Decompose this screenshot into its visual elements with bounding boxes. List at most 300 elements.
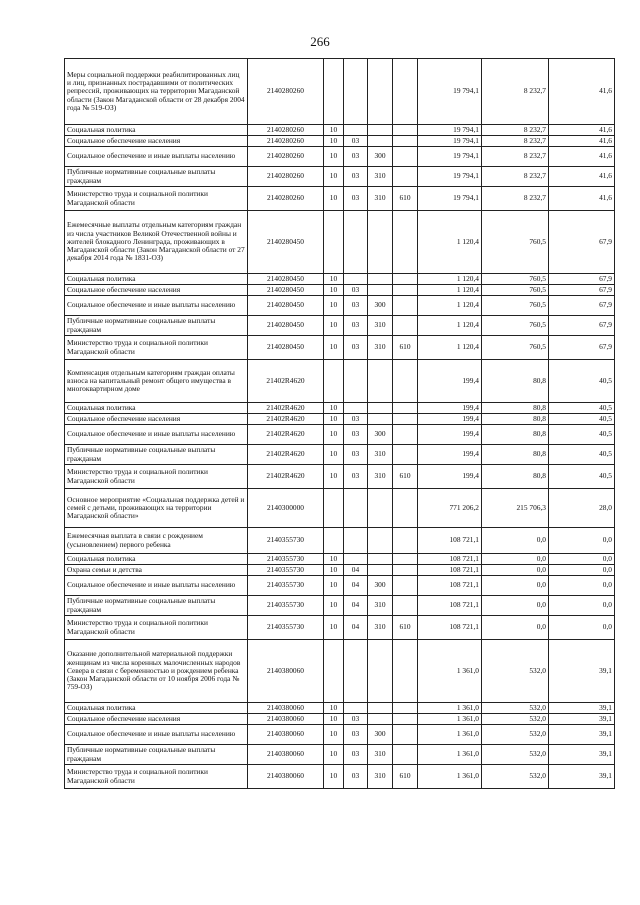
table-row — [65, 316, 615, 336]
percent-cell: 39,1 — [549, 703, 615, 714]
percent-cell: 67,9 — [549, 316, 615, 336]
administrator-cell — [393, 596, 418, 616]
expense-type-cell — [368, 703, 393, 714]
subsection-cell — [344, 640, 368, 703]
administrator-cell — [393, 576, 418, 596]
executed-amount-cell: 215 706,3 — [482, 489, 549, 528]
executed-amount-cell: 8 232,7 — [482, 59, 549, 125]
administrator-cell — [393, 316, 418, 336]
plan-amount-cell: 108 721,1 — [418, 616, 482, 640]
administrator-cell — [393, 714, 418, 725]
row-name-cell: Социальное обеспечение населения — [65, 714, 248, 725]
executed-amount-cell: 0,0 — [482, 565, 549, 576]
row-name-cell: Социальная политика — [65, 703, 248, 714]
target-code-cell: 2140380060 — [248, 745, 324, 765]
percent-cell: 0,0 — [549, 528, 615, 554]
administrator-cell — [393, 285, 418, 296]
plan-amount-cell: 199,4 — [418, 403, 482, 414]
expense-type-cell: 300 — [368, 425, 393, 445]
administrator-cell — [393, 528, 418, 554]
executed-amount-cell: 532,0 — [482, 725, 549, 745]
row-name-cell: Социальное обеспечение и иные выплаты населению — [65, 296, 248, 316]
subsection-cell — [344, 703, 368, 714]
administrator-cell: 610 — [393, 765, 418, 789]
plan-amount-cell: 108 721,1 — [418, 554, 482, 565]
table-row — [65, 360, 615, 403]
target-code-cell: 2140280260 — [248, 147, 324, 167]
section-cell: 10 — [324, 703, 344, 714]
section-cell: 10 — [324, 745, 344, 765]
percent-cell: 41,6 — [549, 147, 615, 167]
plan-amount-cell: 19 794,1 — [418, 167, 482, 187]
subsection-cell: 03 — [344, 296, 368, 316]
plan-amount-cell: 199,4 — [418, 414, 482, 425]
section-cell — [324, 360, 344, 403]
executed-amount-cell: 532,0 — [482, 640, 549, 703]
executed-amount-cell: 760,5 — [482, 316, 549, 336]
expense-type-cell: 310 — [368, 316, 393, 336]
plan-amount-cell: 199,4 — [418, 465, 482, 489]
administrator-cell: 610 — [393, 187, 418, 211]
executed-amount-cell: 532,0 — [482, 745, 549, 765]
executed-amount-cell: 0,0 — [482, 576, 549, 596]
section-cell: 10 — [324, 465, 344, 489]
administrator-cell: 610 — [393, 336, 418, 360]
target-code-cell: 2140280260 — [248, 59, 324, 125]
target-code-cell: 21402R4620 — [248, 445, 324, 465]
section-cell: 10 — [324, 765, 344, 789]
executed-amount-cell: 8 232,7 — [482, 187, 549, 211]
table-row — [65, 414, 615, 425]
percent-cell: 41,6 — [549, 167, 615, 187]
subsection-cell: 03 — [344, 316, 368, 336]
subsection-cell — [344, 125, 368, 136]
target-code-cell: 2140355730 — [248, 596, 324, 616]
section-cell: 10 — [324, 403, 344, 414]
target-code-cell: 2140355730 — [248, 616, 324, 640]
plan-amount-cell: 1 361,0 — [418, 640, 482, 703]
expense-type-cell: 300 — [368, 296, 393, 316]
executed-amount-cell: 80,8 — [482, 445, 549, 465]
target-code-cell: 2140280450 — [248, 285, 324, 296]
administrator-cell — [393, 296, 418, 316]
percent-cell: 39,1 — [549, 640, 615, 703]
percent-cell: 0,0 — [549, 596, 615, 616]
expense-type-cell — [368, 565, 393, 576]
executed-amount-cell: 532,0 — [482, 765, 549, 789]
executed-amount-cell: 760,5 — [482, 274, 549, 285]
table-row — [65, 596, 615, 616]
expense-type-cell: 300 — [368, 576, 393, 596]
percent-cell: 41,6 — [549, 136, 615, 147]
table-row — [65, 725, 615, 745]
section-cell: 10 — [324, 167, 344, 187]
target-code-cell: 21402R4620 — [248, 403, 324, 414]
administrator-cell — [393, 167, 418, 187]
section-cell: 10 — [324, 285, 344, 296]
target-code-cell: 2140280450 — [248, 211, 324, 274]
page-number: 266 — [310, 34, 330, 49]
percent-cell: 0,0 — [549, 554, 615, 565]
percent-cell: 67,9 — [549, 296, 615, 316]
plan-amount-cell: 771 206,2 — [418, 489, 482, 528]
percent-cell: 41,6 — [549, 187, 615, 211]
row-name-cell: Публичные нормативные социальные выплаты гражданам — [65, 316, 248, 336]
expense-type-cell — [368, 125, 393, 136]
percent-cell: 0,0 — [549, 565, 615, 576]
row-name-cell: Социальная политика — [65, 274, 248, 285]
row-name-cell: Охрана семьи и детства — [65, 565, 248, 576]
expense-type-cell: 310 — [368, 596, 393, 616]
plan-amount-cell: 1 120,4 — [418, 274, 482, 285]
subsection-cell: 04 — [344, 596, 368, 616]
administrator-cell — [393, 136, 418, 147]
expense-type-cell: 310 — [368, 465, 393, 489]
administrator-cell — [393, 565, 418, 576]
target-code-cell: 2140355730 — [248, 554, 324, 565]
row-name-cell: Ежемесячные выплаты отдельным категориям граждан из числа участников Великой Отечественной войны и жителей блокадного Ленинграда, проживающих в Магаданской области (Закон Магаданской области от 27 декабря 2014 года № 1831-ОЗ) — [65, 211, 248, 274]
percent-cell: 40,5 — [549, 425, 615, 445]
executed-amount-cell: 0,0 — [482, 554, 549, 565]
section-cell: 10 — [324, 616, 344, 640]
administrator-cell — [393, 554, 418, 565]
executed-amount-cell: 8 232,7 — [482, 136, 549, 147]
plan-amount-cell: 1 361,0 — [418, 745, 482, 765]
subsection-cell: 03 — [344, 285, 368, 296]
budget-table — [64, 58, 615, 789]
section-cell: 10 — [324, 425, 344, 445]
table-row — [65, 187, 615, 211]
row-name-cell: Публичные нормативные социальные выплаты гражданам — [65, 596, 248, 616]
row-name-cell: Публичные нормативные социальные выплаты гражданам — [65, 445, 248, 465]
row-name-cell: Публичные нормативные социальные выплаты гражданам — [65, 745, 248, 765]
administrator-cell — [393, 211, 418, 274]
row-name-cell: Министерство труда и социальной политики Магаданской области — [65, 465, 248, 489]
expense-type-cell — [368, 714, 393, 725]
plan-amount-cell: 1 120,4 — [418, 336, 482, 360]
subsection-cell — [344, 489, 368, 528]
target-code-cell: 2140380060 — [248, 703, 324, 714]
administrator-cell — [393, 59, 418, 125]
table-row — [65, 528, 615, 554]
administrator-cell — [393, 403, 418, 414]
subsection-cell: 03 — [344, 414, 368, 425]
plan-amount-cell: 108 721,1 — [418, 576, 482, 596]
plan-amount-cell: 1 120,4 — [418, 316, 482, 336]
administrator-cell — [393, 489, 418, 528]
administrator-cell — [393, 725, 418, 745]
table-row — [65, 59, 615, 125]
plan-amount-cell: 1 120,4 — [418, 285, 482, 296]
target-code-cell: 2140355730 — [248, 528, 324, 554]
percent-cell: 41,6 — [549, 125, 615, 136]
plan-amount-cell: 19 794,1 — [418, 125, 482, 136]
percent-cell: 0,0 — [549, 616, 615, 640]
section-cell: 10 — [324, 414, 344, 425]
section-cell — [324, 211, 344, 274]
table-row — [65, 296, 615, 316]
subsection-cell — [344, 528, 368, 554]
executed-amount-cell: 80,8 — [482, 425, 549, 445]
percent-cell: 67,9 — [549, 274, 615, 285]
percent-cell: 39,1 — [549, 725, 615, 745]
administrator-cell — [393, 360, 418, 403]
plan-amount-cell: 108 721,1 — [418, 596, 482, 616]
target-code-cell: 2140355730 — [248, 576, 324, 596]
row-name-cell: Социальное обеспечение населения — [65, 136, 248, 147]
administrator-cell — [393, 274, 418, 285]
section-cell: 10 — [324, 714, 344, 725]
executed-amount-cell: 760,5 — [482, 285, 549, 296]
percent-cell: 40,5 — [549, 414, 615, 425]
expense-type-cell — [368, 360, 393, 403]
expense-type-cell: 310 — [368, 187, 393, 211]
section-cell — [324, 640, 344, 703]
subsection-cell — [344, 554, 368, 565]
expense-type-cell — [368, 489, 393, 528]
table-row — [65, 765, 615, 789]
target-code-cell: 2140355730 — [248, 565, 324, 576]
target-code-cell: 2140280260 — [248, 167, 324, 187]
target-code-cell: 2140380060 — [248, 765, 324, 789]
percent-cell: 28,0 — [549, 489, 615, 528]
percent-cell: 41,6 — [549, 59, 615, 125]
row-name-cell: Меры социальной поддержки реабилитированных лиц и лиц, признанных пострадавшими от политических репрессий, проживающих на территории Магаданской области (Закон Магаданской области от 28 декабря 2004 года № 519-ОЗ) — [65, 59, 248, 125]
executed-amount-cell: 0,0 — [482, 616, 549, 640]
plan-amount-cell: 199,4 — [418, 445, 482, 465]
executed-amount-cell: 80,8 — [482, 403, 549, 414]
target-code-cell: 21402R4620 — [248, 465, 324, 489]
table-row — [65, 336, 615, 360]
executed-amount-cell: 8 232,7 — [482, 125, 549, 136]
section-cell: 10 — [324, 554, 344, 565]
administrator-cell — [393, 425, 418, 445]
plan-amount-cell: 108 721,1 — [418, 565, 482, 576]
plan-amount-cell: 19 794,1 — [418, 147, 482, 167]
target-code-cell: 2140280260 — [248, 187, 324, 211]
row-name-cell: Социальное обеспечение и иные выплаты населению — [65, 147, 248, 167]
row-name-cell: Министерство труда и социальной политики Магаданской области — [65, 616, 248, 640]
subsection-cell: 03 — [344, 745, 368, 765]
subsection-cell — [344, 360, 368, 403]
section-cell: 10 — [324, 445, 344, 465]
section-cell: 10 — [324, 136, 344, 147]
expense-type-cell: 310 — [368, 745, 393, 765]
plan-amount-cell: 199,4 — [418, 425, 482, 445]
table-row — [65, 640, 615, 703]
row-name-cell: Оказание дополнительной материальной поддержки женщинам из числа коренных малочисленных народов Севера в связи с беременностью и рождением ребенка (Закон Магаданской области от 10 ноября 2006 года № 759-ОЗ) — [65, 640, 248, 703]
row-name-cell: Социальное обеспечение населения — [65, 414, 248, 425]
target-code-cell: 2140280450 — [248, 296, 324, 316]
subsection-cell — [344, 403, 368, 414]
table-row — [65, 285, 615, 296]
section-cell: 10 — [324, 147, 344, 167]
subsection-cell: 03 — [344, 136, 368, 147]
section-cell: 10 — [324, 725, 344, 745]
percent-cell: 39,1 — [549, 745, 615, 765]
section-cell: 10 — [324, 576, 344, 596]
table-row — [65, 554, 615, 565]
table-row — [65, 745, 615, 765]
row-name-cell: Социальное обеспечение населения — [65, 285, 248, 296]
expense-type-cell: 310 — [368, 445, 393, 465]
percent-cell: 40,5 — [549, 445, 615, 465]
administrator-cell — [393, 125, 418, 136]
target-code-cell: 21402R4620 — [248, 360, 324, 403]
target-code-cell: 2140280260 — [248, 125, 324, 136]
plan-amount-cell: 19 794,1 — [418, 136, 482, 147]
subsection-cell: 03 — [344, 425, 368, 445]
expense-type-cell — [368, 414, 393, 425]
table-row — [65, 211, 615, 274]
administrator-cell — [393, 445, 418, 465]
expense-type-cell — [368, 554, 393, 565]
table-row — [65, 465, 615, 489]
subsection-cell: 03 — [344, 167, 368, 187]
plan-amount-cell: 108 721,1 — [418, 528, 482, 554]
target-code-cell: 2140280260 — [248, 136, 324, 147]
plan-amount-cell: 1 361,0 — [418, 703, 482, 714]
executed-amount-cell: 760,5 — [482, 211, 549, 274]
subsection-cell: 03 — [344, 445, 368, 465]
administrator-cell — [393, 745, 418, 765]
expense-type-cell: 310 — [368, 765, 393, 789]
administrator-cell: 610 — [393, 616, 418, 640]
row-name-cell: Социальное обеспечение и иные выплаты населению — [65, 725, 248, 745]
executed-amount-cell: 532,0 — [482, 703, 549, 714]
target-code-cell: 2140280450 — [248, 274, 324, 285]
percent-cell: 39,1 — [549, 765, 615, 789]
section-cell: 10 — [324, 125, 344, 136]
section-cell: 10 — [324, 336, 344, 360]
section-cell: 10 — [324, 565, 344, 576]
administrator-cell — [393, 414, 418, 425]
expense-type-cell — [368, 59, 393, 125]
executed-amount-cell: 760,5 — [482, 336, 549, 360]
section-cell — [324, 528, 344, 554]
executed-amount-cell: 760,5 — [482, 296, 549, 316]
executed-amount-cell: 0,0 — [482, 596, 549, 616]
executed-amount-cell: 532,0 — [482, 714, 549, 725]
table-row — [65, 147, 615, 167]
plan-amount-cell: 199,4 — [418, 360, 482, 403]
executed-amount-cell: 80,8 — [482, 414, 549, 425]
row-name-cell: Социальная политика — [65, 554, 248, 565]
table-row — [65, 403, 615, 414]
section-cell: 10 — [324, 596, 344, 616]
target-code-cell: 2140280450 — [248, 316, 324, 336]
plan-amount-cell: 1 361,0 — [418, 714, 482, 725]
administrator-cell — [393, 703, 418, 714]
target-code-cell: 21402R4620 — [248, 425, 324, 445]
table-row — [65, 136, 615, 147]
plan-amount-cell: 1 361,0 — [418, 765, 482, 789]
subsection-cell: 03 — [344, 725, 368, 745]
row-name-cell: Министерство труда и социальной политики Магаданской области — [65, 187, 248, 211]
percent-cell: 67,9 — [549, 336, 615, 360]
plan-amount-cell: 1 361,0 — [418, 725, 482, 745]
target-code-cell: 2140280450 — [248, 336, 324, 360]
table-row — [65, 125, 615, 136]
row-name-cell: Социальное обеспечение и иные выплаты населению — [65, 576, 248, 596]
section-cell: 10 — [324, 296, 344, 316]
executed-amount-cell: 80,8 — [482, 360, 549, 403]
expense-type-cell: 310 — [368, 336, 393, 360]
plan-amount-cell: 1 120,4 — [418, 211, 482, 274]
percent-cell: 39,1 — [549, 714, 615, 725]
plan-amount-cell: 1 120,4 — [418, 296, 482, 316]
subsection-cell — [344, 59, 368, 125]
row-name-cell: Министерство труда и социальной политики Магаданской области — [65, 336, 248, 360]
expense-type-cell — [368, 640, 393, 703]
subsection-cell: 03 — [344, 765, 368, 789]
expense-type-cell — [368, 285, 393, 296]
table-row — [65, 167, 615, 187]
expense-type-cell: 310 — [368, 616, 393, 640]
row-name-cell: Публичные нормативные социальные выплаты гражданам — [65, 167, 248, 187]
executed-amount-cell: 8 232,7 — [482, 167, 549, 187]
expense-type-cell — [368, 136, 393, 147]
table-row — [65, 616, 615, 640]
subsection-cell: 04 — [344, 616, 368, 640]
target-code-cell: 2140380060 — [248, 640, 324, 703]
plan-amount-cell: 19 794,1 — [418, 187, 482, 211]
target-code-cell: 2140380060 — [248, 714, 324, 725]
expense-type-cell — [368, 403, 393, 414]
table-row — [65, 489, 615, 528]
row-name-cell: Социальная политика — [65, 403, 248, 414]
executed-amount-cell: 80,8 — [482, 465, 549, 489]
administrator-cell: 610 — [393, 465, 418, 489]
expense-type-cell: 310 — [368, 167, 393, 187]
table-row — [65, 445, 615, 465]
administrator-cell — [393, 640, 418, 703]
subsection-cell: 03 — [344, 714, 368, 725]
administrator-cell — [393, 147, 418, 167]
target-code-cell: 2140380060 — [248, 725, 324, 745]
section-cell: 10 — [324, 316, 344, 336]
row-name-cell: Социальная политика — [65, 125, 248, 136]
target-code-cell: 21402R4620 — [248, 414, 324, 425]
section-cell — [324, 59, 344, 125]
executed-amount-cell: 0,0 — [482, 528, 549, 554]
section-cell: 10 — [324, 274, 344, 285]
expense-type-cell — [368, 274, 393, 285]
subsection-cell: 03 — [344, 187, 368, 211]
executed-amount-cell: 8 232,7 — [482, 147, 549, 167]
subsection-cell — [344, 274, 368, 285]
expense-type-cell — [368, 528, 393, 554]
plan-amount-cell: 19 794,1 — [418, 59, 482, 125]
subsection-cell — [344, 211, 368, 274]
percent-cell: 40,5 — [549, 465, 615, 489]
table-row — [65, 576, 615, 596]
expense-type-cell: 300 — [368, 725, 393, 745]
percent-cell: 67,9 — [549, 211, 615, 274]
expense-type-cell: 300 — [368, 147, 393, 167]
subsection-cell: 04 — [344, 565, 368, 576]
expense-type-cell — [368, 211, 393, 274]
percent-cell: 40,5 — [549, 360, 615, 403]
percent-cell: 67,9 — [549, 285, 615, 296]
row-name-cell: Министерство труда и социальной политики Магаданской области — [65, 765, 248, 789]
section-cell — [324, 489, 344, 528]
table-row — [65, 274, 615, 285]
row-name-cell: Компенсация отдельным категориям граждан оплаты взноса на капитальный ремонт общего имущества в многоквартирном доме — [65, 360, 248, 403]
row-name-cell: Основное мероприятие «Социальная поддержка детей и семей с детьми, проживающих на территории Магаданской области» — [65, 489, 248, 528]
subsection-cell: 03 — [344, 147, 368, 167]
subsection-cell: 04 — [344, 576, 368, 596]
